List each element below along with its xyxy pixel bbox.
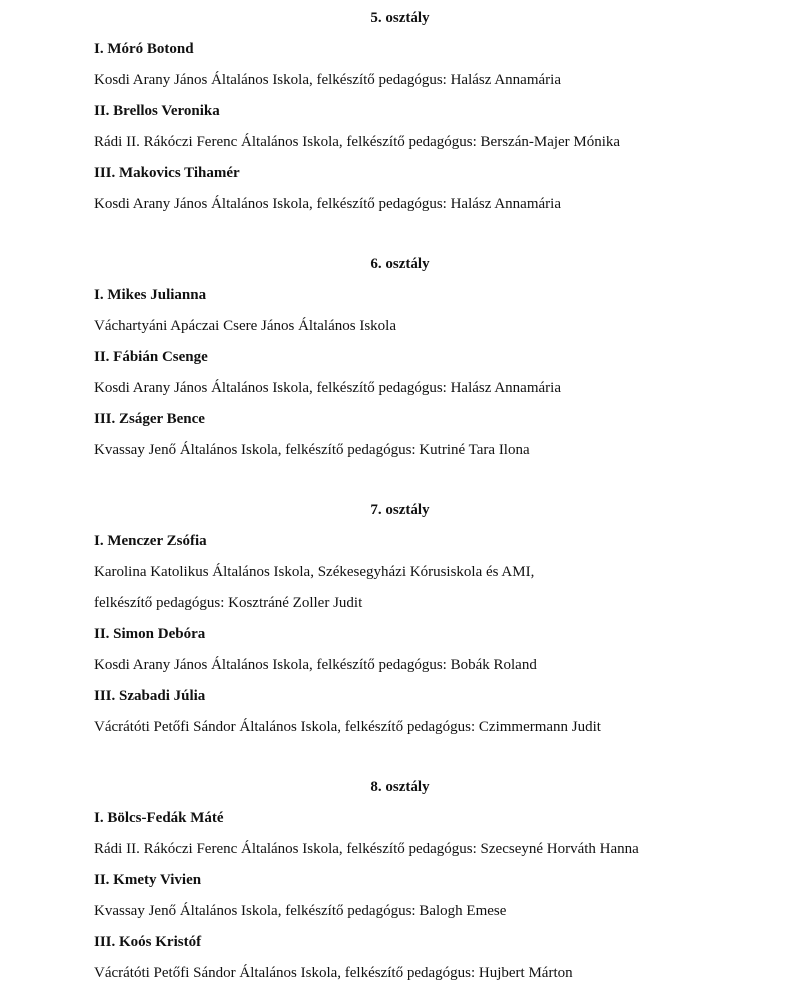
first-place-school: Karolina Katolikus Általános Iskola, Székesegyházi Kórusiskola és AMI, (94, 564, 535, 580)
first-place-name: I. Móró Botond (94, 41, 194, 57)
second-place-name: II. Kmety Vivien (94, 872, 202, 888)
first-place-name: I. Mikes Julianna (94, 287, 207, 303)
second-place-school: Kosdi Arany János Általános Iskola, felkészítő pedagógus: Bobák Roland (94, 657, 537, 673)
third-place-name: III. Koós Kristóf (94, 934, 202, 950)
third-place-school: Vácrátóti Petőfi Sándor Általános Iskola, felkészítő pedagógus: Czimmermann Judit (94, 719, 601, 735)
third-place-name: III. Zságer Bence (94, 411, 205, 427)
second-place-school: Rádi II. Rákóczi Ferenc Általános Iskola, felkészítő pedagógus: Berszán-Majer Mónika (94, 134, 621, 150)
second-place-school: Kosdi Arany János Általános Iskola, felkészítő pedagógus: Halász Annamária (94, 380, 561, 396)
second-place-name: II. Brellos Veronika (94, 103, 220, 119)
third-place-school: Vácrátóti Petőfi Sándor Általános Iskola, felkészítő pedagógus: Hujbert Márton (94, 965, 573, 981)
third-place-name: III. Makovics Tihamér (94, 165, 240, 181)
second-place-name: II. Simon Debóra (94, 626, 206, 642)
first-place-school: Rádi II. Rákóczi Ferenc Általános Iskola, felkészítő pedagógus: Szecseyné Horváth Hanna (94, 841, 639, 857)
third-place-school: Kosdi Arany János Általános Iskola, felkészítő pedagógus: Halász Annamária (94, 196, 561, 212)
section-title: 8. osztály (370, 779, 430, 795)
third-place-name: III. Szabadi Júlia (94, 688, 206, 704)
section-title: 6. osztály (370, 256, 430, 272)
first-place-name: I. Menczer Zsófia (94, 533, 207, 549)
section-title: 5. osztály (370, 10, 430, 26)
first-place-school: Kosdi Arany János Általános Iskola, felkészítő pedagógus: Halász Annamária (94, 72, 561, 88)
first-place-teacher: felkészítő pedagógus: Kosztráné Zoller Judit (94, 595, 363, 611)
second-place-name: II. Fábián Csenge (94, 349, 208, 365)
second-place-school: Kvassay Jenő Általános Iskola, felkészítő pedagógus: Balogh Emese (94, 903, 507, 919)
third-place-school: Kvassay Jenő Általános Iskola, felkészítő pedagógus: Kutriné Tara Ilona (94, 442, 530, 458)
first-place-school: Váchartyáni Apáczai Csere János Általános Iskola (94, 318, 396, 334)
section-title: 7. osztály (370, 502, 430, 518)
first-place-name: I. Bölcs-Fedák Máté (94, 810, 224, 826)
